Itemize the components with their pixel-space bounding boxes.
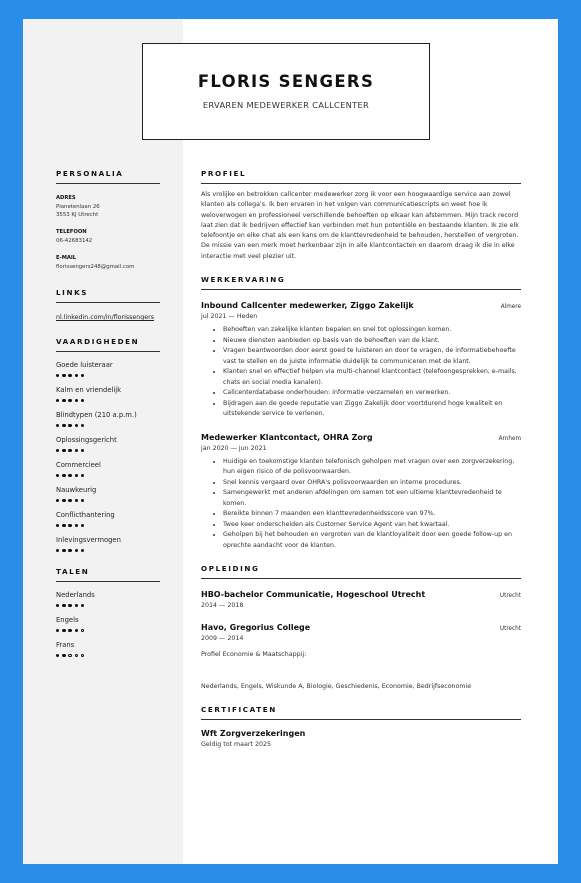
level-dot-filled [56, 499, 59, 502]
level-dot-filled [56, 524, 59, 527]
candidate-subtitle: ERVAREN MEDEWERKER CALLCENTER [202, 100, 370, 110]
languages-title: TALEN [56, 567, 160, 582]
job-location: Arnhem [498, 435, 521, 442]
level-dot-filled [62, 399, 65, 402]
profile-text: Als vrolijke en betrokken callcenter medewerker zorg ik voor een hoogwaardige service aan zowel klanten als collega's. Ik ben ervaren in het volgen van communicatiescripts en weet hoe ik weloverwogen en professioneel verschillende behoeften op elkaar kan afstemmen. Mijn track record laat zien dat ik bedrijven effectief kan verbinden met hun potentiële en bestaande klanten. Ik zie elk telefoontje en elke chat als een kans om de klanttevredenheid te behouden, herstellen of vergroten. De missie van een merk moet herkenbaar zijn in alle klantcontacten en daarom draag ik die in elke interactie met veel plezier uit. [201, 191, 519, 260]
experience-title: WERKERVARING [201, 275, 521, 290]
job-item [201, 301, 521, 420]
level-dot-filled [56, 474, 59, 477]
level-dot-filled [68, 524, 71, 527]
certificates-title: CERTIFICATEN [201, 705, 521, 720]
level-dot-filled [81, 424, 84, 427]
bullet-item: • Snel kennis vergaard over OHRA's polisvoorwaarden en interne procedures. [223, 478, 521, 489]
level-dot-filled [56, 449, 59, 452]
skill-item [56, 361, 160, 377]
bullet-item: • Bijdragen aan de goede reputatie van Ziggo Zakelijk door voortdurend hoge kwaliteit en uitstekende service te verlenen. [223, 399, 521, 420]
level-dot-filled [75, 524, 78, 527]
education-item [201, 590, 521, 609]
skill-level-dots [56, 397, 160, 402]
personalia-title: PERSONALIA [56, 169, 160, 184]
level-dot-filled [62, 499, 65, 502]
address-line1: Planetenlaan 26 [56, 204, 100, 210]
level-dot-filled [56, 549, 59, 552]
level-dot-filled [68, 374, 71, 377]
level-dot-filled [81, 374, 84, 377]
education-title-text: Havo, Gregorius College [201, 623, 311, 633]
linkedin-link[interactable]: nl.linkedin.com/in/florissengers [56, 314, 155, 321]
skill-item [56, 511, 160, 527]
links-section [56, 288, 160, 321]
bullet-item: • Twee keer onderscheiden als Customer Service Agent van het kwartaal. [223, 520, 521, 531]
resume-page [23, 19, 558, 864]
language-item [56, 616, 160, 632]
profile-section [201, 169, 521, 262]
sidebar-content [56, 169, 160, 657]
experience-section [201, 275, 521, 551]
certificate-note: Geldig tot maart 2025 [201, 740, 271, 748]
address-label: ADRES [56, 195, 76, 201]
education-title-text: HBO-bachelor Communicatie, Hogeschool Utrecht [201, 590, 426, 600]
skill-level-dots [56, 447, 160, 452]
level-dot-filled [68, 424, 71, 427]
job-bullets [201, 457, 521, 552]
language-item [56, 591, 160, 607]
level-dot-filled [62, 474, 65, 477]
skills-section [56, 337, 160, 552]
skill-level-dots [56, 547, 160, 552]
skill-name: Nauwkeurig [56, 486, 97, 494]
personalia-section [56, 169, 160, 271]
level-dot-filled [56, 424, 59, 427]
education-location: Utrecht [499, 626, 521, 633]
bullet-item: • Huidige en toekomstige klanten telefonisch geholpen met vragen over een zorgverzekering, hun eigen risico of de polisvoorwaarden. [223, 457, 521, 478]
level-dot-filled [81, 399, 84, 402]
job-item [201, 433, 521, 552]
level-dot-filled [81, 549, 84, 552]
level-dot-empty [81, 654, 84, 657]
level-dot-filled [68, 474, 71, 477]
skill-name: Commercieel [56, 461, 101, 469]
education-note: Profiel Economie & Maatschappij: [201, 651, 307, 659]
phone-label: TELEFOON [56, 229, 87, 235]
bullet-item: • Behoeften van zakelijke klanten bepalen en snel tot oplossingen komen. [223, 325, 521, 336]
language-name: Nederlands [56, 591, 95, 599]
level-dot-filled [68, 604, 71, 607]
profile-title: PROFIEL [201, 169, 521, 184]
skill-name: Goede luisteraar [56, 361, 113, 369]
skill-level-dots [56, 522, 160, 527]
level-dot-filled [56, 399, 59, 402]
bullet-item: • Nieuwe diensten aanbieden op basis van de behoeften van de klant. [223, 336, 521, 347]
education-date: 2014 — 2018 [201, 602, 244, 610]
level-dot-filled [68, 629, 71, 632]
level-dot-filled [75, 374, 78, 377]
education-item [201, 623, 521, 693]
level-dot-filled [68, 449, 71, 452]
job-date: jul 2021 — Heden [201, 313, 258, 321]
candidate-name: FLORIS SENGERS [197, 72, 375, 91]
level-dot-filled [56, 629, 59, 632]
education-date: 2009 — 2014 [201, 635, 244, 643]
level-dot-filled [62, 374, 65, 377]
level-dot-filled [75, 399, 78, 402]
languages-section [56, 567, 160, 657]
level-dot-filled [75, 604, 78, 607]
skill-item [56, 386, 160, 402]
job-title: Inbound Callcenter medewerker, Ziggo Zakelijk [201, 301, 414, 311]
level-dot-filled [81, 604, 84, 607]
skill-level-dots [56, 372, 160, 377]
language-level-dots [56, 627, 160, 632]
skill-level-dots [56, 472, 160, 477]
level-dot-filled [56, 374, 59, 377]
level-dot-filled [62, 524, 65, 527]
level-dot-filled [75, 549, 78, 552]
level-dot-filled [75, 449, 78, 452]
education-location: Utrecht [499, 593, 521, 600]
address-line2: 3553 KJ Utrecht [56, 212, 99, 218]
certificate-title: Wft Zorgverzekeringen [201, 728, 306, 738]
certificates-section [201, 705, 521, 748]
bullet-item: • Geholpen bij het behouden en vergroten van de klantloyaliteit door een goede follow-up en oprechte aandacht voor de klanten. [223, 530, 521, 551]
header-box [142, 43, 430, 140]
level-dot-filled [81, 449, 84, 452]
level-dot-filled [62, 654, 65, 657]
level-dot-filled [75, 499, 78, 502]
skill-item [56, 461, 160, 477]
skill-item [56, 536, 160, 552]
level-dot-filled [75, 474, 78, 477]
level-dot-filled [62, 424, 65, 427]
level-dot-filled [75, 424, 78, 427]
education-note: Nederlands, Engels, Wiskunde A, Biologie, Geschiedenis, Economie, Bedrijfseconomie [201, 683, 472, 691]
language-item [56, 641, 160, 657]
job-date: jan 2020 — jun 2021 [201, 444, 267, 452]
skill-name: Kalm en vriendelijk [56, 386, 122, 394]
skills-title: VAARDIGHEDEN [56, 337, 160, 352]
bullet-item: • Samengewerkt met anderen afdelingen om samen tot een ultieme klanttevredenheid te komen. [223, 488, 521, 509]
skill-name: Inlevingsvermogen [56, 536, 121, 544]
skills-list [56, 361, 160, 552]
job-location: Almere [500, 304, 521, 311]
education-section [201, 564, 521, 693]
bullet-item: • Vragen beantwoorden door eerst goed te luisteren en door te vragen, de informatiebehoefte vast te stellen en de juiste informatie duidelijk te communiceren met de klant. [223, 346, 521, 367]
level-dot-empty [81, 629, 84, 632]
skill-level-dots [56, 497, 160, 502]
job-bullets [201, 325, 521, 420]
languages-list [56, 591, 160, 657]
level-dot-filled [62, 449, 65, 452]
bullet-item: • Bereikte binnen 7 maanden een klanttevredenheidsscore van 97%. [223, 509, 521, 520]
level-dot-filled [56, 604, 59, 607]
language-name: Engels [56, 616, 79, 624]
skill-name: Conflicthantering [56, 511, 115, 519]
level-dot-filled [68, 549, 71, 552]
level-dot-filled [81, 474, 84, 477]
email-label: E-MAIL [56, 255, 77, 261]
skill-level-dots [56, 422, 160, 427]
level-dot-empty [68, 654, 71, 657]
email-value: florissengers248@gmail.com [56, 264, 135, 270]
skill-name: Oplossingsgericht [56, 436, 117, 444]
language-name: Frans [56, 641, 75, 649]
skill-item [56, 411, 160, 427]
level-dot-empty [75, 654, 78, 657]
language-level-dots [56, 652, 160, 657]
level-dot-filled [56, 654, 59, 657]
language-level-dots [56, 602, 160, 607]
phone-value: 06-42683142 [56, 238, 93, 244]
skill-item [56, 436, 160, 452]
level-dot-filled [62, 549, 65, 552]
education-title: OPLEIDING [201, 564, 521, 579]
level-dot-filled [81, 524, 84, 527]
skill-name: Blindtypen (210 a.p.m.) [56, 411, 137, 419]
level-dot-filled [81, 499, 84, 502]
level-dot-filled [62, 604, 65, 607]
level-dot-filled [68, 499, 71, 502]
bullet-item: • Klanten snel en effectief helpen via multi-channel klantcontact (telefoongesprekken, e-mails, chats en social media kanalen). [223, 367, 521, 388]
job-title: Medewerker Klantcontact, OHRA Zorg [201, 432, 373, 442]
level-dot-filled [68, 399, 71, 402]
links-title: LINKS [56, 288, 160, 303]
level-dot-filled [75, 629, 78, 632]
main-content [201, 169, 521, 748]
level-dot-filled [62, 629, 65, 632]
skill-item [56, 486, 160, 502]
bullet-item: • Callcenterdatabase onderhouden: informatie verzamelen en verwerken. [223, 388, 521, 399]
